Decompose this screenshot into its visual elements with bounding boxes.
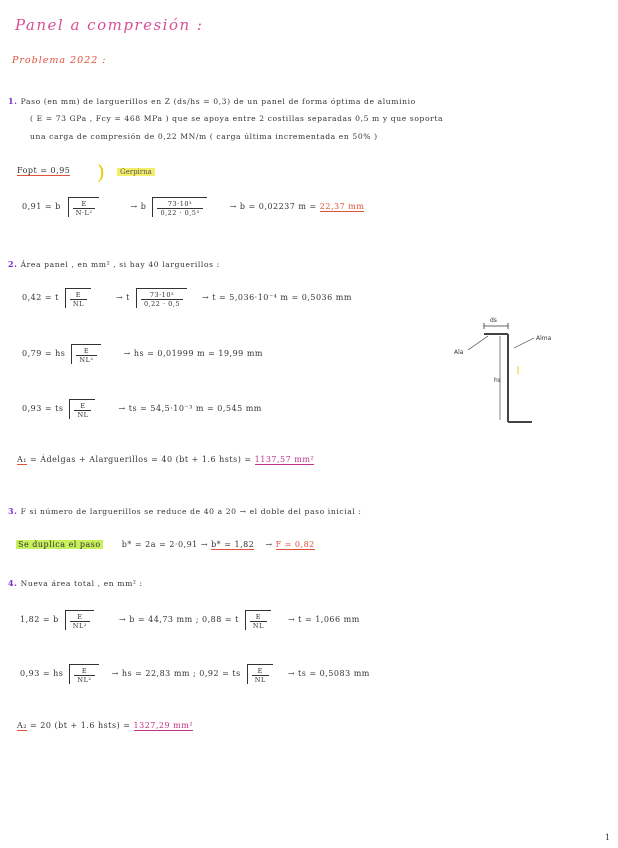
z-section-diagram	[448, 312, 568, 430]
area-2-equation: = 20 (bt + 1.6 hsts) =	[30, 721, 131, 730]
q3-f-value: F = 0,82	[275, 540, 315, 549]
question-1-line-1	[8, 96, 416, 106]
diagram-label-ds: ds	[490, 317, 497, 324]
question-4	[8, 578, 143, 588]
ala-pointer	[468, 336, 488, 350]
fopt-result: 22,37 mm	[319, 202, 365, 211]
area-2-label: A₂	[17, 721, 27, 730]
sqrt-1	[68, 197, 100, 217]
q3-highlight: Se duplica el paso	[18, 540, 101, 549]
question-3-number: 3.	[8, 506, 18, 516]
q3-answer: Se duplica el paso b* = 2a = 2·0,91 → b* = 1,82 → F = 0,82	[18, 540, 315, 549]
area-1-value: 1137,57 mm²	[254, 455, 315, 464]
question-2-number: 2.	[8, 259, 18, 269]
q2-equation-3: 0,93 = ts $\frac{E}{NL}$ → ts = 54,5·10⁻³ m = 0,545 mm	[22, 399, 262, 419]
area-2-value: 1327,29 mm²	[133, 721, 194, 730]
fopt-label: Fopt = 0,95	[17, 166, 71, 175]
q3-equation: b* = 2a = 2·0,91 →	[121, 540, 209, 549]
question-3	[8, 506, 362, 516]
fopt-note: Gerpirna	[117, 168, 155, 176]
diagram-label-ala: Ala	[454, 349, 464, 356]
frac-2: $\frac{\text{73·10³}}{\text{0,22 · 0,5³}}$	[157, 200, 202, 217]
frac-1: $\frac{E}{\text{N·L²}}$	[73, 200, 96, 217]
eq-result-pre: → b = 0,02237 m =	[229, 202, 317, 211]
alma-pointer	[514, 338, 534, 348]
bracket-mark: )	[97, 160, 105, 184]
q3-b-value: b* = 1,82	[211, 540, 255, 549]
q4-equation-1: 1,82 = b $\frac{E}{\text{NL²}}$ → b = 44,73 mm ; 0,88 = t $\frac{E}{NL}$ → t = 1,066 mm	[20, 610, 360, 630]
problem-label: Problema 2022 :	[12, 55, 107, 66]
question-4-text: Nueva área total , en mm² :	[20, 579, 143, 588]
question-3-text: F si número de larguerillos se reduce de 40 a 20 → el doble del paso inicial :	[20, 507, 362, 516]
q4-equation-2: 0,93 = hs $\frac{E}{\text{NL²}}$ → hs = 22,83 mm ; 0,92 = ts $\frac{E}{NL}$ → ts = 0,5083 mm	[20, 664, 370, 684]
q2-equation-1: 0,42 = t $\frac{E}{NL}$ → t $\frac{\text{73·10³}}{0,22 \cdot 0,5}$ → t = 5,036·10⁻⁴ m = 0,5036 mm	[22, 288, 352, 308]
eq-mid: → b	[130, 202, 147, 211]
question-2	[8, 259, 220, 269]
question-1-text-1: Paso (en mm) de larguerillos en Z (ds/hs = 0,3) de un panel de forma óptima de aluminio	[20, 97, 416, 106]
q2-equation-2: 0,79 = hs $\frac{E}{\text{NL²}}$ → hs = 0,01999 m = 19,99 mm	[22, 344, 263, 364]
question-1-line-3: una carga de compresión de 0,22 MN/m ( carga última incrementada en 50% )	[30, 132, 378, 141]
diagram-label-alma: Alma	[536, 335, 552, 342]
question-4-number: 4.	[8, 578, 18, 588]
sqrt-2	[152, 197, 206, 217]
area-1-label: A₁	[17, 455, 27, 464]
eq-left: 0,91 = b	[22, 202, 61, 211]
diagram-label-hs: hs	[494, 377, 501, 384]
area-2	[17, 721, 193, 730]
area-1-equation: = Ádelgas + Alarguerillos = 40 (bt + 1.6 hsts) =	[30, 455, 252, 464]
question-1-number: 1.	[8, 96, 18, 106]
fopt-equation	[22, 197, 364, 217]
page-number: 1	[604, 833, 610, 842]
question-1-line-2: ( E = 73 GPa , Fcy = 468 MPa ) que se apoya entre 2 costillas separadas 0,5 m y que soporta	[30, 114, 444, 123]
question-2-text: Área panel , en mm² , si hay 40 larguerillos :	[20, 260, 220, 269]
area-1	[17, 455, 314, 464]
page-title: Panel a compresión :	[15, 16, 204, 34]
